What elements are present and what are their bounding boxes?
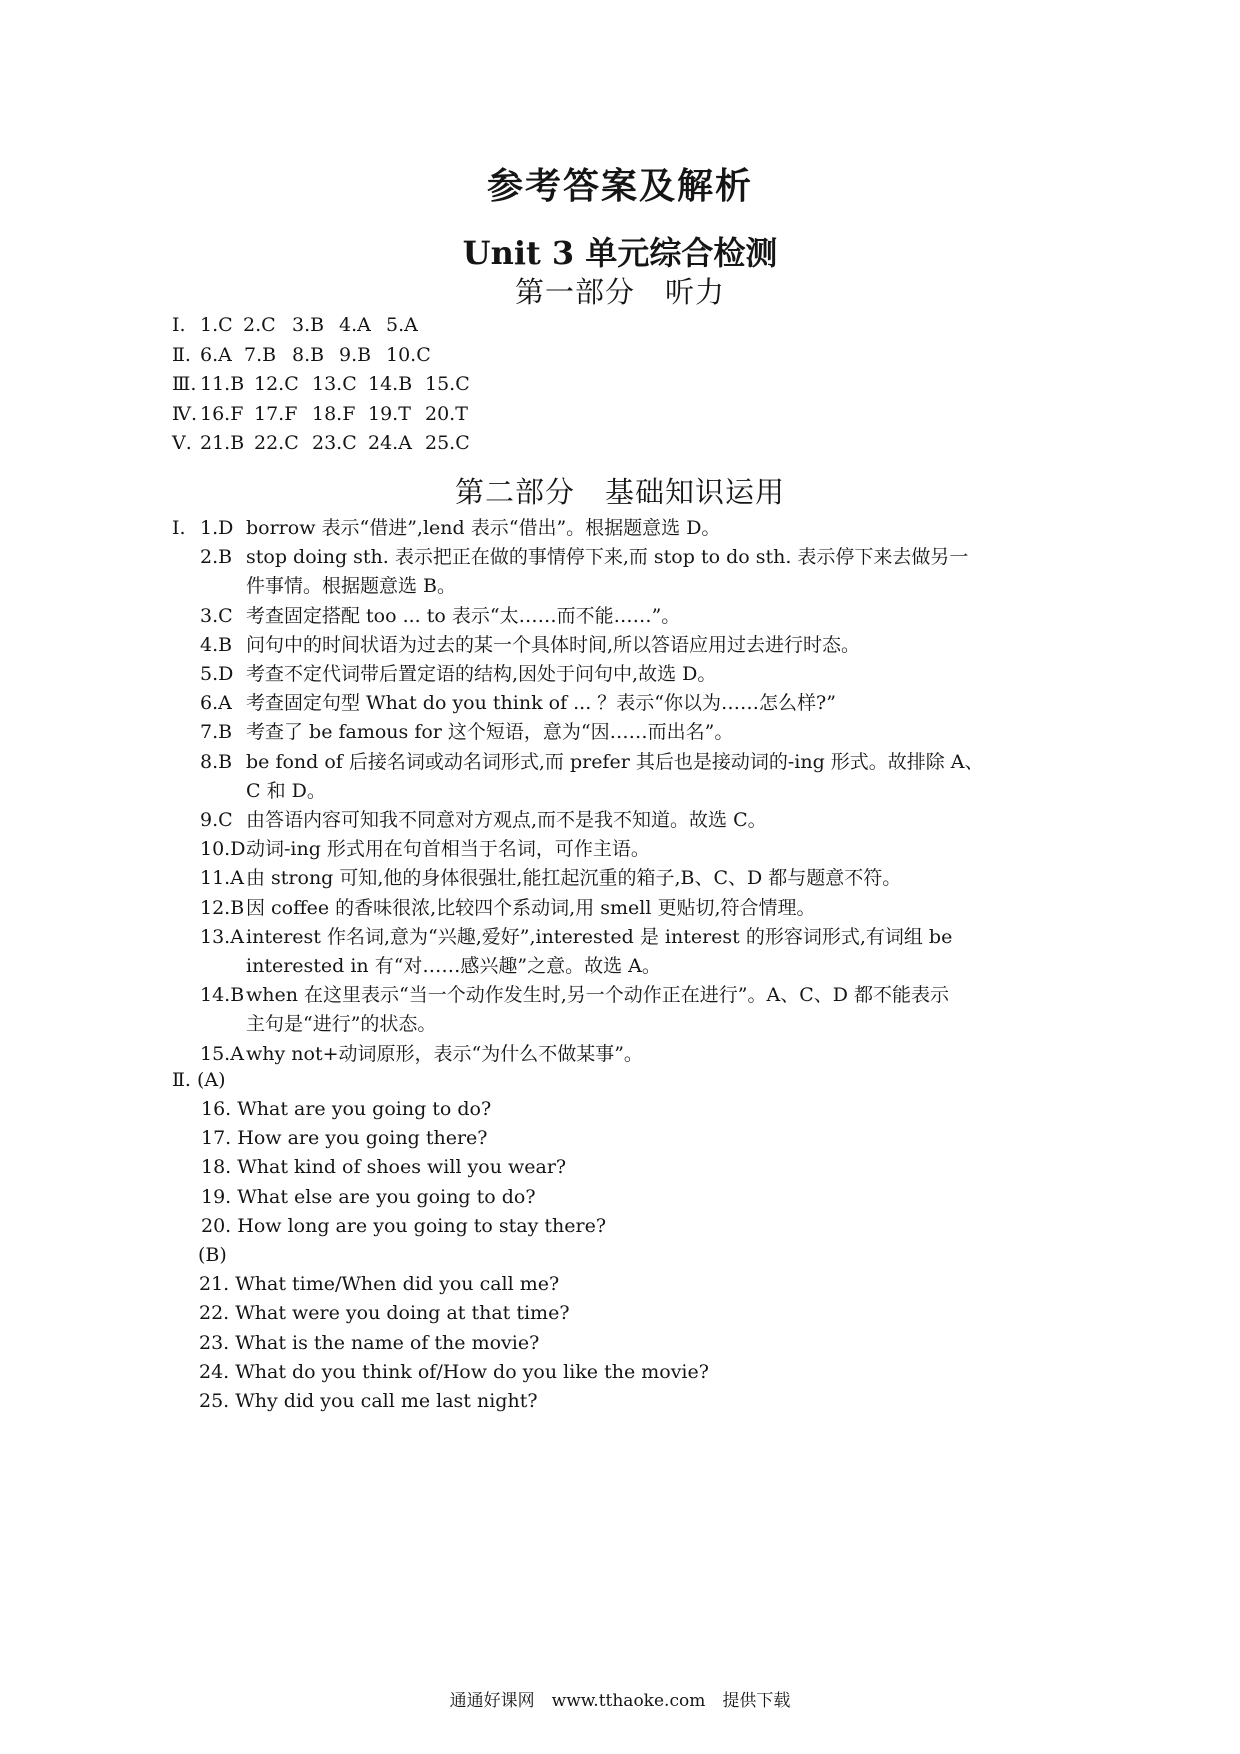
question-number: 2.B (200, 546, 233, 569)
question-sentence: 24. What do you think of/How do you like the movie? (199, 1360, 709, 1383)
explanation-text: 件事情。根据题意选 B。 (246, 575, 457, 598)
question-sentence: 18. What kind of shoes will you wear? (201, 1156, 567, 1179)
answer-item: 17.F (254, 402, 298, 425)
question-number: 3.C (200, 604, 233, 627)
footer-credit: 通通好课网 www.tthaoke.com 提供下载 (449, 1691, 791, 1711)
explanation-text: why not+动词原形，表示“为什么不做某事”。 (246, 1042, 643, 1065)
question-sentence: 21. What time/When did you call me? (199, 1273, 560, 1296)
question-number: 8.B (200, 750, 233, 773)
question-number: 4.B (200, 633, 233, 656)
part2-heading: 第二部分 基础知识运用 (454, 475, 785, 509)
answer-item: 11.B (200, 373, 245, 395)
answer-row-label: Ⅳ. (172, 402, 198, 425)
answer-item: 10.C (386, 343, 431, 366)
question-sentence: 22. What were you doing at that time? (199, 1302, 570, 1325)
section-label: Ⅰ. (172, 517, 186, 539)
section-label: Ⅱ. (A) (172, 1069, 226, 1091)
explanation-text: 主句是“进行”的状态。 (246, 1013, 437, 1036)
answer-item: 13.C (312, 373, 357, 395)
page-title: 参考答案及解析 (486, 165, 753, 207)
explanation-text: 考查固定句型 What do you think of ... ？表示“你以为……怎么样?” (246, 692, 836, 715)
explanation-text: interested in 有“对……感兴趣”之意。故选 A。 (246, 955, 661, 977)
answer-item: 1.C (200, 314, 233, 336)
answer-item: 24.A (368, 432, 412, 454)
part1-heading: 第一部分 听力 (514, 275, 725, 309)
answer-row-label: Ⅱ. (172, 343, 191, 366)
answer-item: 20.T (425, 402, 468, 425)
answer-row-label: Ⅴ. (172, 432, 192, 454)
explanation-text: 因 coffee 的香味很浓,比较四个系动词,用 smell 更贴切,符合情理。 (246, 896, 816, 919)
question-sentence: 16. What are you going to do? (201, 1098, 492, 1120)
answer-item: 15.C (425, 373, 470, 395)
question-sentence: 19. What else are you going to do? (201, 1185, 536, 1208)
explanation-text: be fond of 后接名词或动名词形式,而 prefer 其后也是接动词的-ing 形式。故排除 A、 (246, 750, 984, 773)
explanation-text: borrow 表示“借进”,lend 表示“借出”。根据题意选 D。 (246, 517, 721, 539)
answer-item: 4.A (339, 314, 371, 336)
answer-item: 2.C (243, 314, 276, 336)
answer-row-label: Ⅲ. (172, 373, 197, 395)
question-number: 6.A (200, 692, 232, 715)
question-number: 5.D (200, 663, 234, 685)
answer-item: 5.A (386, 314, 418, 336)
answer-item: 16.F (200, 402, 244, 425)
explanation-text: 考查固定搭配 too ... to 表示“太……而不能……”。 (246, 604, 681, 627)
answer-item: 12.C (254, 373, 299, 395)
explanation-text: 考查了 be famous for 这个短语，意为“因……而出名”。 (246, 721, 734, 744)
question-sentence: 20. How long are you going to stay there? (201, 1214, 607, 1237)
answer-item: 3.B (292, 314, 325, 336)
explanation-text: 动词-ing 形式用在句首相当于名词，可作主语。 (246, 838, 650, 861)
explanation-text: interest 作名词,意为“兴趣,爱好”,interested 是 interest 的形容词形式,有词组 be (246, 925, 953, 948)
question-sentence: 17. How are you going there? (201, 1127, 488, 1150)
question-number: 15.A (200, 1042, 244, 1065)
answer-item: 25.C (425, 432, 470, 454)
answer-row-label: Ⅰ. (172, 314, 186, 336)
answer-item: 6.A (200, 343, 232, 366)
question-number: 12.B (200, 896, 245, 919)
answer-item: 19.T (368, 402, 411, 425)
explanation-text: C 和 D。 (246, 779, 326, 802)
explanation-text: 考查不定代词带后置定语的结构,因处于问句中,故选 D。 (246, 663, 717, 685)
question-number: 11.A (200, 867, 244, 890)
answer-item: 9.B (339, 343, 372, 366)
answer-item: 8.B (292, 343, 325, 366)
answer-item: 21.B (200, 432, 245, 454)
question-number: 10.D (200, 838, 246, 861)
explanation-text: stop doing sth. 表示把正在做的事情停下来,而 stop to do sth. 表示停下来去做另一 (246, 546, 969, 569)
answer-item: 22.C (254, 432, 299, 454)
answer-item: 14.B (368, 373, 413, 395)
explanation-text: 由答语内容可知我不同意对方观点,而不是我不知道。故选 C。 (246, 809, 767, 831)
answer-item: 7.B (244, 343, 277, 366)
question-number: 7.B (200, 721, 233, 744)
explanation-text: 由 strong 可知,他的身体很强壮,能扛起沉重的箱子,B、C、D 都与题意不符。 (246, 867, 902, 890)
question-sentence: 23. What is the name of the movie? (199, 1331, 540, 1354)
section-label: (B) (198, 1244, 227, 1266)
explanation-text: 问句中的时间状语为过去的某一个具体时间,所以答语应用过去进行时态。 (246, 633, 861, 656)
question-number: 9.C (200, 809, 233, 831)
answer-item: 23.C (312, 432, 357, 454)
question-number: 1.D (200, 517, 234, 539)
question-number: 14.B (200, 984, 245, 1007)
question-sentence: 25. Why did you call me last night? (199, 1390, 538, 1412)
unit-subtitle: Unit 3 单元综合检测 (462, 234, 778, 272)
question-number: 13.A (200, 925, 244, 948)
explanation-text: when 在这里表示“当一个动作发生时,另一个动作正在进行”。A、C、D 都不能表示 (246, 984, 950, 1007)
answer-item: 18.F (312, 402, 356, 425)
